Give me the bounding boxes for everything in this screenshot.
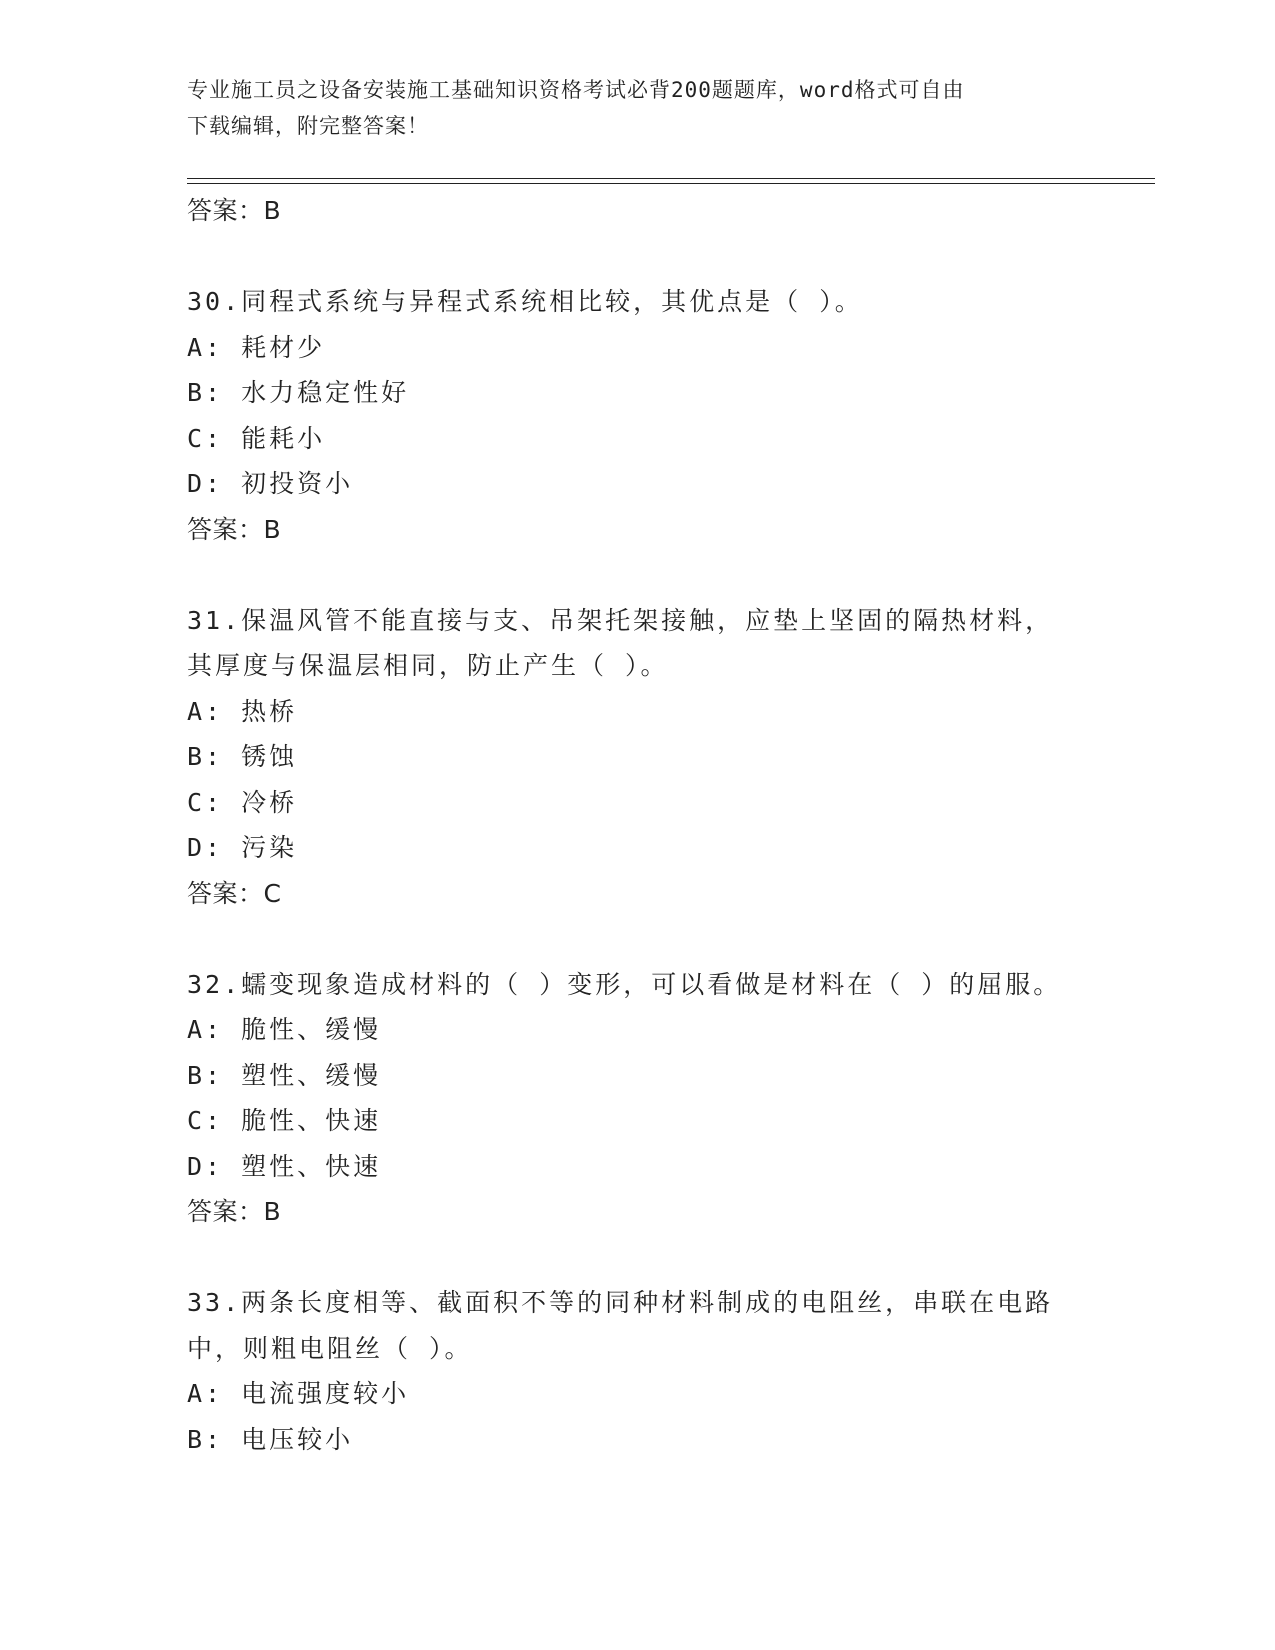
spacer [187,552,1087,598]
option-b: B: 电压较小 [187,1424,354,1454]
answer-line: 答案：C [187,878,282,908]
option-d: D: 塑性、快速 [187,1151,382,1181]
question-item [187,1280,1087,1462]
option-d: D: 初投资小 [187,469,354,498]
option-a: A: 脆性、缓慢 [187,1015,382,1044]
question-text: 31.保温风管不能直接与支、吊架托架接触，应垫上坚固的隔热材料， [187,605,1054,635]
header-divider-top [187,178,1155,179]
question-text-continued: 其厚度与保温层相同，防止产生（ ）。 [187,651,669,680]
option-b: B: 锈蚀 [187,742,298,771]
answer-line: 答案：B [187,1197,282,1226]
answer-line: 答案：B [187,196,282,225]
option-b: B: 水力稳定性好 [187,378,410,407]
option-c: C: 冷桥 [187,787,298,817]
header-line-1: 专业施工员之设备安装施工基础知识资格考试必背200题题库，word格式可自由 [187,78,965,102]
spacer [187,234,1087,280]
question-item [187,598,1087,917]
question-item [187,962,1087,1235]
answer-line: 答案：B [187,514,282,544]
option-c: C: 能耗小 [187,423,326,453]
option-d: D: 污染 [187,833,298,862]
spacer [187,916,1087,962]
question-text: 30.同程式系统与异程式系统相比较，其优点是（ ）。 [187,287,863,316]
option-b: B: 塑性、缓慢 [187,1060,382,1090]
question-item [187,279,1087,552]
question-text: 33.两条长度相等、截面积不等的同种材料制成的电阻丝，串联在电路 [187,1288,1054,1317]
option-a: A: 耗材少 [187,332,326,362]
document-header [187,72,1067,144]
question-text: 32.蠕变现象造成材料的（ ）变形，可以看做是材料在（ ）的屈服。 [187,969,1062,999]
question-text-continued: 中，则粗电阻丝（ ）。 [187,1333,473,1363]
option-a: A: 热桥 [187,696,298,726]
question-list [187,188,1087,1462]
option-a: A: 电流强度较小 [187,1379,410,1408]
spacer [187,1235,1087,1281]
header-line-2: 下载编辑，附完整答案！ [187,114,429,138]
header-divider-bottom [187,183,1155,184]
option-c: C: 脆性、快速 [187,1106,382,1135]
